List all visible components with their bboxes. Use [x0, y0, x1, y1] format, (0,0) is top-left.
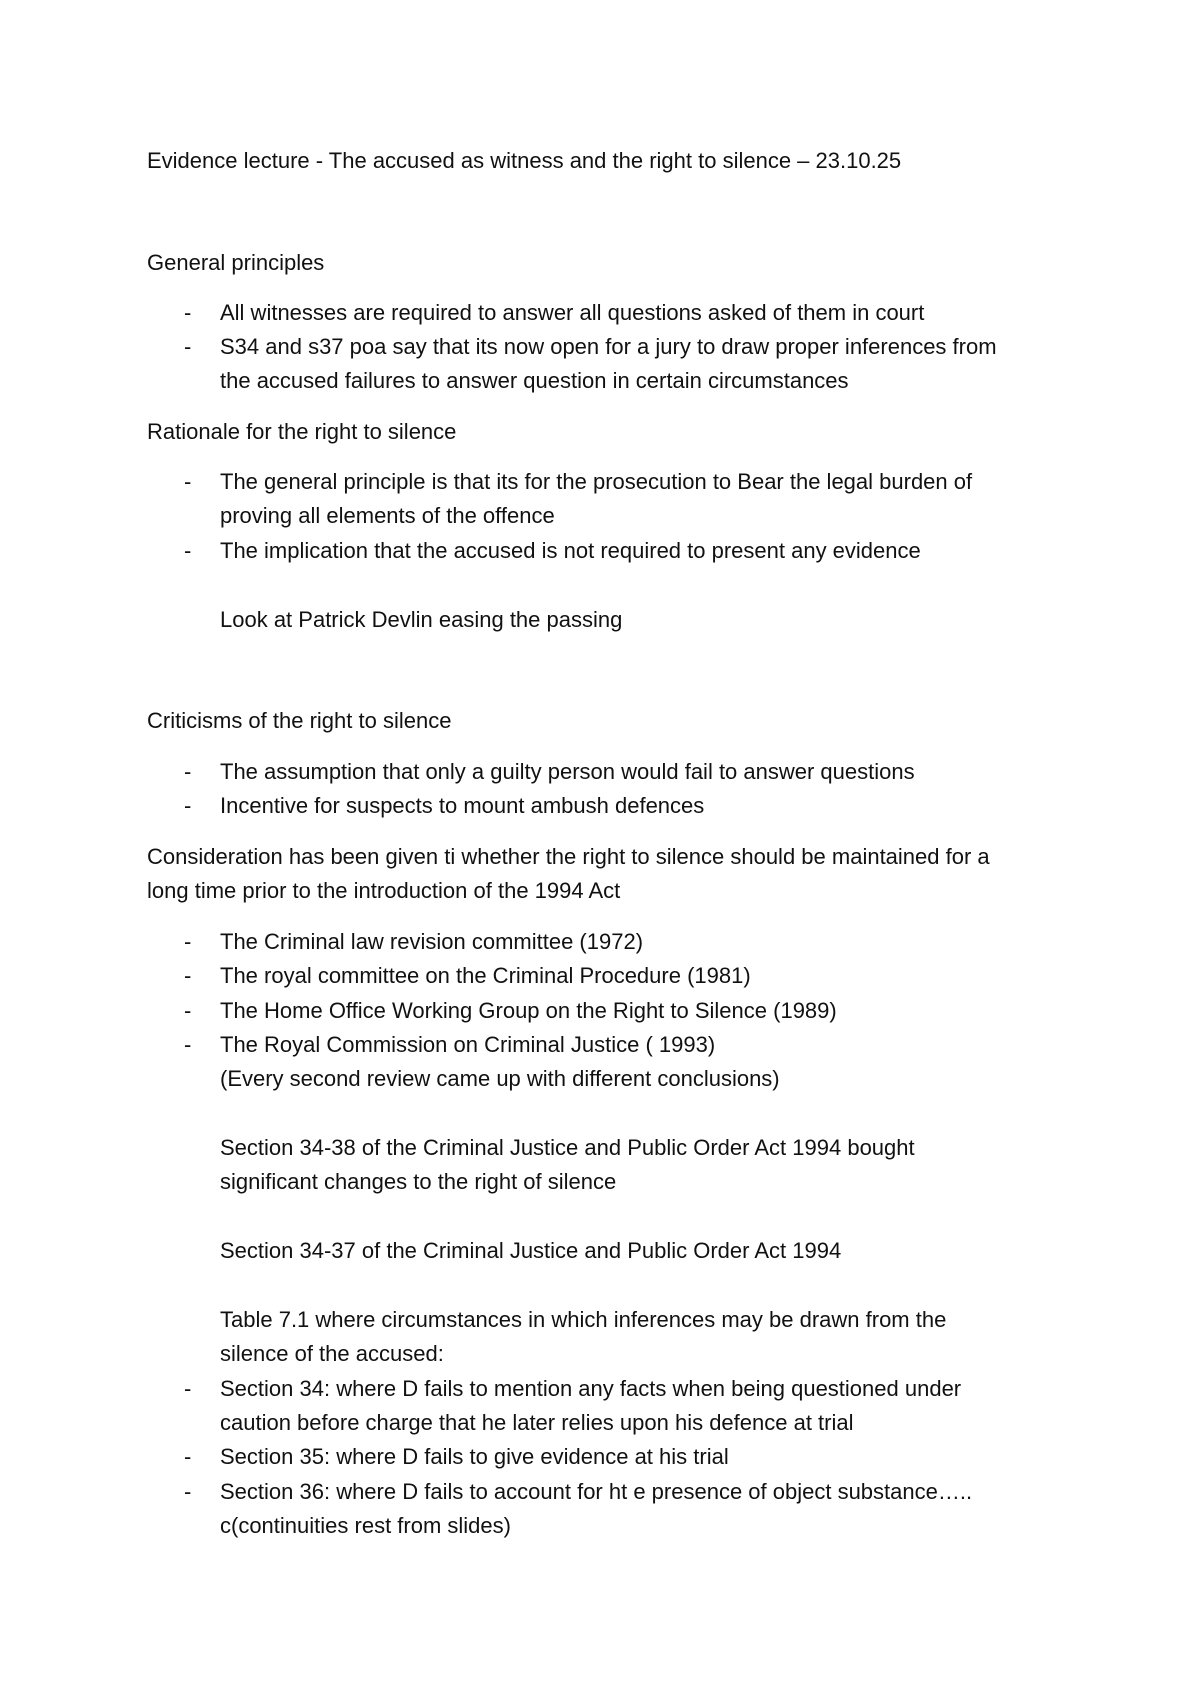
bullet-dash: -: [184, 1444, 192, 1469]
bullet-dash: -: [184, 759, 192, 784]
bullet-dash: -: [184, 538, 192, 563]
section-35-item: Section 35: where D fails to give evidence at his trial: [220, 1444, 729, 1469]
bullet-dash: -: [184, 469, 192, 494]
section-36-item-line-1: Section 36: where D fails to account for ht e presence of object substance…..: [220, 1479, 973, 1504]
review-note: (Every second review came up with different conclusions): [220, 1066, 780, 1091]
heading-criticisms: Criticisms of the right to silence: [147, 708, 452, 733]
consideration-paragraph-line-2: long time prior to the introduction of the 1994 Act: [147, 878, 621, 903]
section-34-item-line-1: Section 34: where D fails to mention any facts when being questioned under: [220, 1376, 962, 1401]
review-item-1989: The Home Office Working Group on the Right to Silence (1989): [220, 998, 837, 1023]
table-7-1-line-2: silence of the accused:: [220, 1341, 444, 1366]
section-34-item-line-2: caution before charge that he later relies upon his defence at trial: [220, 1410, 854, 1435]
review-item-1981: The royal committee on the Criminal Procedure (1981): [220, 963, 751, 988]
bullet-dash: -: [184, 334, 192, 359]
bullet-dash: -: [184, 1376, 192, 1401]
criticisms-bullet-2: Incentive for suspects to mount ambush defences: [220, 793, 705, 818]
bullet-dash: -: [184, 963, 192, 988]
general-bullet-2-line-2: the accused failures to answer question in certain circumstances: [220, 368, 849, 393]
document-title: Evidence lecture - The accused as witness and the right to silence – 23.10.25: [147, 148, 902, 173]
rationale-note: Look at Patrick Devlin easing the passing: [220, 607, 623, 632]
rationale-bullet-1-line-1: The general principle is that its for the prosecution to Bear the legal burden of: [220, 469, 973, 494]
bullet-dash: -: [184, 929, 192, 954]
rationale-bullet-2: The implication that the accused is not required to present any evidence: [220, 538, 921, 563]
bullet-dash: -: [184, 793, 192, 818]
criticisms-bullet-1: The assumption that only a guilty person would fail to answer questions: [220, 759, 915, 784]
review-item-1972: The Criminal law revision committee (1972): [220, 929, 644, 954]
heading-rationale: Rationale for the right to silence: [147, 419, 457, 444]
heading-general-principles: General principles: [147, 250, 325, 275]
bullet-dash: -: [184, 1032, 192, 1057]
bullet-dash: -: [184, 1479, 192, 1504]
general-bullet-1: All witnesses are required to answer all questions asked of them in court: [220, 300, 925, 325]
consideration-paragraph-line-1: Consideration has been given ti whether the right to silence should be maintained for a: [147, 844, 990, 869]
section-36-item-line-2: c(continuities rest from slides): [220, 1513, 511, 1538]
section-34-38-line-2: significant changes to the right of silence: [220, 1169, 617, 1194]
general-bullet-2-line-1: S34 and s37 poa say that its now open for a jury to draw proper inferences from: [220, 334, 997, 359]
bullet-dash: -: [184, 998, 192, 1023]
review-item-1993: The Royal Commission on Criminal Justice ( 1993): [220, 1032, 716, 1057]
rationale-bullet-1-line-2: proving all elements of the offence: [220, 503, 555, 528]
table-7-1-line-1: Table 7.1 where circumstances in which inferences may be drawn from the: [220, 1307, 947, 1332]
section-34-38-line-1: Section 34-38 of the Criminal Justice and Public Order Act 1994 bought: [220, 1135, 915, 1160]
section-34-37: Section 34-37 of the Criminal Justice and Public Order Act 1994: [220, 1238, 842, 1263]
bullet-dash: -: [184, 300, 192, 325]
